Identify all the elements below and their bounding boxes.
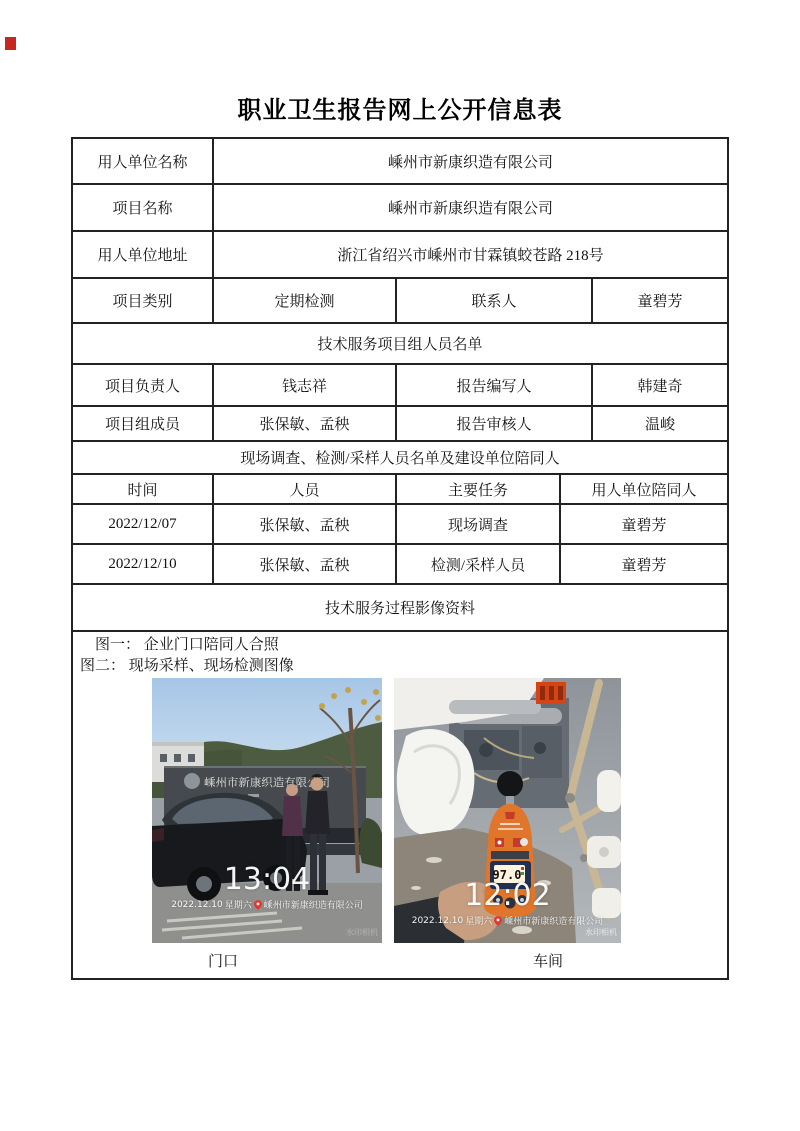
workshop-photo-graphic	[394, 678, 621, 943]
watermark-weekday: 星期六	[465, 917, 493, 927]
label-project-leader: 项目负责人	[72, 364, 213, 406]
label-employer-address: 用人单位地址	[72, 231, 213, 278]
label-report-writer: 报告编写人	[396, 364, 592, 406]
shrub	[359, 818, 382, 868]
cell-date-2: 2022/12/10	[72, 544, 213, 584]
fabric-roller	[449, 700, 541, 714]
meter-logo	[505, 812, 515, 819]
table-row	[72, 138, 728, 184]
value-team-members: 张保敏、孟秧	[213, 406, 396, 441]
label-employer-name: 用人单位名称	[72, 138, 213, 184]
table-row	[72, 323, 728, 364]
sign-text: 嵊州市新康织造有限公司	[204, 777, 325, 789]
cell-escort-2: 童碧芳	[560, 544, 728, 584]
value-contact-person: 童碧芳	[592, 278, 728, 323]
watermark-date: 2022.12.10	[171, 899, 223, 910]
cell-task-1: 现场调查	[396, 504, 560, 544]
watermark-weekday: 星期六	[224, 901, 252, 911]
watermark-time: 13:04	[223, 862, 311, 897]
section-site-title: 现场调查、检测/采样人员名单及建设单位陪同人	[72, 441, 728, 474]
figure-two-label: 图二： 现场采样、现场检测图像	[80, 658, 294, 674]
photo-caption-workshop: 车间	[532, 954, 563, 970]
value-project-name: 嵊州市新康织造有限公司	[213, 184, 728, 231]
value-project-leader: 钱志祥	[213, 364, 396, 406]
label-project-name: 项目名称	[72, 184, 213, 231]
table-row	[72, 406, 728, 441]
cell-personnel-2: 张保敏、孟秧	[213, 544, 396, 584]
cell-task-2: 检测/采样人员	[396, 544, 560, 584]
watermark-company: 嵊州市新康织造有限公司	[504, 917, 604, 927]
table-row	[72, 631, 728, 979]
foam-windscreen	[497, 771, 523, 797]
header-employer-escort: 用人单位陪同人	[560, 474, 728, 504]
table-row	[72, 278, 728, 323]
watermark-app-name: 水印相机	[346, 928, 378, 937]
ce-mark	[520, 838, 528, 846]
table-row	[72, 364, 728, 406]
table-row	[72, 184, 728, 231]
label-team-members: 项目组成员	[72, 406, 213, 441]
watermark-date: 2022.12.10	[411, 915, 464, 926]
cell-escort-1: 童碧芳	[560, 504, 728, 544]
meter-reading: 97.0	[492, 868, 522, 882]
section-team-title: 技术服务项目组人员名单	[72, 323, 728, 364]
entrance-photo-graphic	[152, 678, 382, 943]
value-report-writer: 韩建奇	[592, 364, 728, 406]
red-corner-mark	[5, 37, 16, 50]
figure-labels	[80, 635, 294, 677]
info-table	[71, 137, 729, 980]
cell-date-1: 2022/12/07	[72, 504, 213, 544]
header-main-task: 主要任务	[396, 474, 560, 504]
watermark-time: 12:02	[464, 878, 551, 913]
header-time: 时间	[72, 474, 213, 504]
value-project-category: 定期检测	[213, 278, 396, 323]
section-media-title: 技术服务过程影像资料	[72, 584, 728, 631]
cell-personnel-1: 张保敏、孟秧	[213, 504, 396, 544]
sign-logo	[184, 773, 200, 789]
value-report-reviewer: 温峻	[592, 406, 728, 441]
value-employer-address: 浙江省绍兴市嵊州市甘霖镇蛟苍路 218号	[213, 231, 728, 278]
meter-button	[505, 898, 516, 909]
table-row	[72, 584, 728, 631]
value-employer-name: 嵊州市新康织造有限公司	[213, 138, 728, 184]
page-title: 职业卫生报告网上公开信息表	[237, 98, 563, 124]
label-contact-person: 联系人	[396, 278, 592, 323]
photo-entrance	[152, 678, 382, 943]
header-personnel: 人员	[213, 474, 396, 504]
watermark-company: 嵊州市新康织造有限公司	[263, 901, 363, 911]
table-row	[72, 441, 728, 474]
table-row	[72, 231, 728, 278]
table-row	[72, 504, 728, 544]
photo-caption-entrance: 门口	[207, 954, 238, 970]
label-project-category: 项目类别	[72, 278, 213, 323]
meter-screen	[490, 861, 531, 889]
orange-machine-part	[536, 682, 566, 704]
photo-workshop	[394, 678, 621, 943]
media-area-cell	[72, 631, 728, 979]
figure-one-label: 图一： 企业门口陪同人合照	[95, 637, 279, 653]
watermark-app-name: 水印相机	[585, 928, 617, 937]
label-report-reviewer: 报告审核人	[396, 406, 592, 441]
table-row	[72, 544, 728, 584]
table-row	[72, 474, 728, 504]
